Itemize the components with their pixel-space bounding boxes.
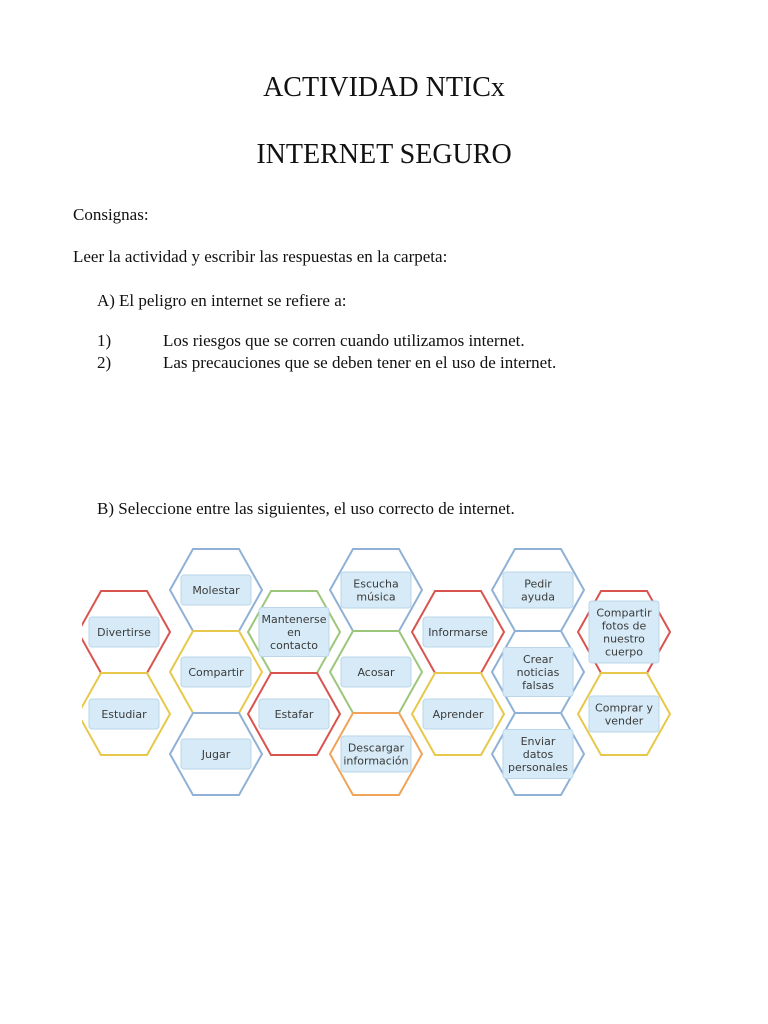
hexagon-cell (170, 549, 262, 631)
option-2-number: 2) (97, 353, 112, 372)
hexagon-label: fotos de (601, 619, 647, 633)
hexagon-grid-svg (82, 548, 674, 804)
hexagon-label: Estudiar (101, 708, 147, 721)
hexagon-label: noticias (516, 666, 560, 679)
option-1-text: Los riesgos que se corren cuando utilizamos internet. (163, 331, 525, 350)
hexagon-label: vender (604, 714, 644, 728)
hexagon-label: personales (507, 761, 569, 774)
hexagon-label: falsas (522, 679, 554, 692)
instruction-text: Leer la actividad y escribir las respuestas en la carpeta: (73, 247, 448, 266)
consignas-label: Consignas: (73, 205, 149, 224)
hexagon-label: Descargar (347, 741, 405, 755)
hexagon-label: música (356, 590, 396, 604)
hexagon-cell (330, 631, 422, 713)
hexagon-cell (330, 713, 422, 795)
hexagon-label: Aprender (432, 708, 484, 721)
hexagon-label: en (287, 626, 301, 639)
hexagon-cell (412, 591, 504, 673)
hexagon-label: Enviar (520, 735, 556, 748)
question-a-label: A) (97, 291, 115, 310)
page-title: ACTIVIDAD NTICx (263, 72, 505, 103)
hexagon-cell (82, 673, 170, 755)
hexagon-label: contacto (270, 639, 318, 652)
hexagon-cell (248, 591, 340, 673)
hexagon-cell (492, 631, 584, 713)
hexagon-label: nuestro (603, 632, 645, 646)
hexagon-label: Jugar (201, 748, 231, 761)
question-a-text: El peligro en internet se refiere a: (119, 291, 347, 310)
hexagon-cell (492, 549, 584, 631)
hexagon-label: Molestar (192, 584, 240, 597)
hexagon-label: Acosar (357, 666, 395, 679)
hexagon-label: datos (522, 748, 554, 761)
hexagon-label: Escucha (353, 577, 399, 591)
option-1-number: 1) (97, 331, 112, 350)
hexagon-label: Pedir (524, 577, 552, 591)
hexagon-label: Crear (523, 653, 553, 666)
hexagon-cell (330, 549, 422, 631)
hexagon-label: Compartir (596, 606, 652, 620)
hexagon-label: Informarse (428, 626, 488, 639)
hexagon-cell (412, 673, 504, 755)
hexagon-label: ayuda (521, 590, 555, 604)
option-2-text: Las precauciones que se deben tener en el uso de internet. (163, 353, 557, 372)
hexagon-cell (170, 631, 262, 713)
hexagon-cell (170, 713, 262, 795)
hexagon-cell (578, 591, 670, 673)
hexagon-word-grid (82, 548, 674, 804)
hexagon-cell (578, 673, 670, 755)
question-b-text: B) Seleccione entre las siguientes, el uso correcto de internet. (97, 499, 515, 518)
hexagon-label: cuerpo (604, 645, 644, 659)
page-subtitle: INTERNET SEGURO (256, 139, 512, 170)
hexagon-cell (248, 673, 340, 755)
hexagon-label: Estafar (274, 708, 314, 721)
hexagon-cell (82, 591, 170, 673)
hexagon-label: Divertirse (97, 626, 151, 639)
hexagon-label: Comprar y (595, 701, 653, 715)
hexagon-label: Mantenerse (261, 613, 327, 626)
hexagon-label: Compartir (188, 666, 244, 679)
hexagon-cell (492, 713, 584, 795)
hexagon-label: información (343, 754, 409, 768)
